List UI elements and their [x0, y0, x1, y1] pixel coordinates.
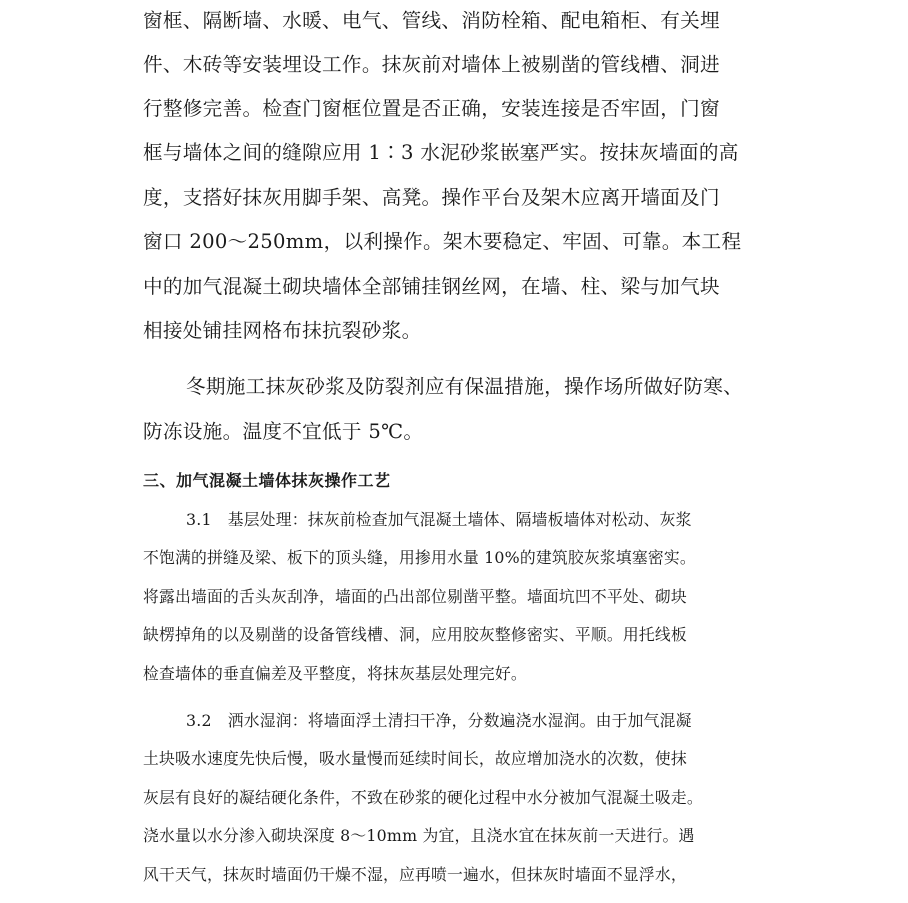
paragraph-4-line-3: 灰层有良好的凝结硬化条件，不致在砂浆的硬化过程中水分被加气混凝土吸走。 [143, 788, 703, 807]
paragraph-4-line-2: 土块吸水速度先快后慢，吸水量慢而延续时间长，故应增加浇水的次数，使抹 [143, 749, 687, 768]
paragraph-4-line-5: 风干天气，抹灰时墙面仍干燥不湿，应再喷一遍水，但抹灰时墙面不显浮水， [143, 865, 687, 884]
paragraph-1-line-2: 件、木砖等安装埋设工作。抹灰前对墙体上被剔凿的管线槽、洞进 [143, 53, 720, 76]
paragraph-3-line-5: 检查墙体的垂直偏差及平整度，将抹灰基层处理完好。 [143, 664, 527, 683]
paragraph-4-line-4: 浇水量以水分渗入砌块深度 8～10mm 为宜，且浇水宜在抹灰前一天进行。遇 [143, 826, 695, 845]
paragraph-4-line-1: 3.2 洒水湿润：将墙面浮土清扫干净，分数遍浇水湿润。由于加气混凝 [186, 711, 692, 730]
paragraph-1-line-4: 框与墙体之间的缝隙应用 1∶3 水泥砂浆嵌塞严实。按抹灰墙面的高 [143, 141, 739, 164]
paragraph-3-line-3: 将露出墙面的舌头灰刮净，墙面的凸出部位剔凿平整。墙面坑凹不平处、砌块 [143, 587, 687, 606]
paragraph-1-line-3: 行整修完善。检查门窗框位置是否正确，安装连接是否牢固，门窗 [143, 97, 720, 120]
paragraph-1-line-5: 度，支搭好抹灰用脚手架、高凳。操作平台及架木应离开墙面及门 [143, 186, 720, 209]
paragraph-3-line-4: 缺楞掉角的以及剔凿的设备管线槽、洞，应用胶灰整修密实、平顺。用托线板 [143, 625, 687, 644]
paragraph-3-line-1: 3.1 基层处理：抹灰前检查加气混凝土墙体、隔墙板墙体对松动、灰浆 [186, 510, 692, 529]
paragraph-2-line-1: 冬期施工抹灰砂浆及防裂剂应有保温措施，操作场所做好防寒、 [186, 375, 744, 398]
paragraph-2-line-2: 防冻设施。温度不宜低于 5℃。 [143, 420, 424, 443]
paragraph-1-line-1: 窗框、隔断墙、水暖、电气、管线、消防栓箱、配电箱柜、有关埋 [143, 9, 720, 32]
paragraph-1-line-8: 相接处铺挂网格布抹抗裂砂浆。 [143, 319, 422, 342]
paragraph-3-line-2: 不饱满的拼缝及梁、板下的顶头缝，用掺用水量 10%的建筑胶灰浆填塞密实。 [143, 548, 696, 567]
paragraph-1-line-7: 中的加气混凝土砌块墙体全部铺挂钢丝网，在墙、柱、梁与加气块 [143, 275, 720, 298]
section-heading: 三、加气混凝土墙体抹灰操作工艺 [143, 471, 391, 490]
paragraph-1-line-6: 窗口 200～250mm，以利操作。架木要稳定、牢固、可靠。本工程 [143, 230, 742, 253]
